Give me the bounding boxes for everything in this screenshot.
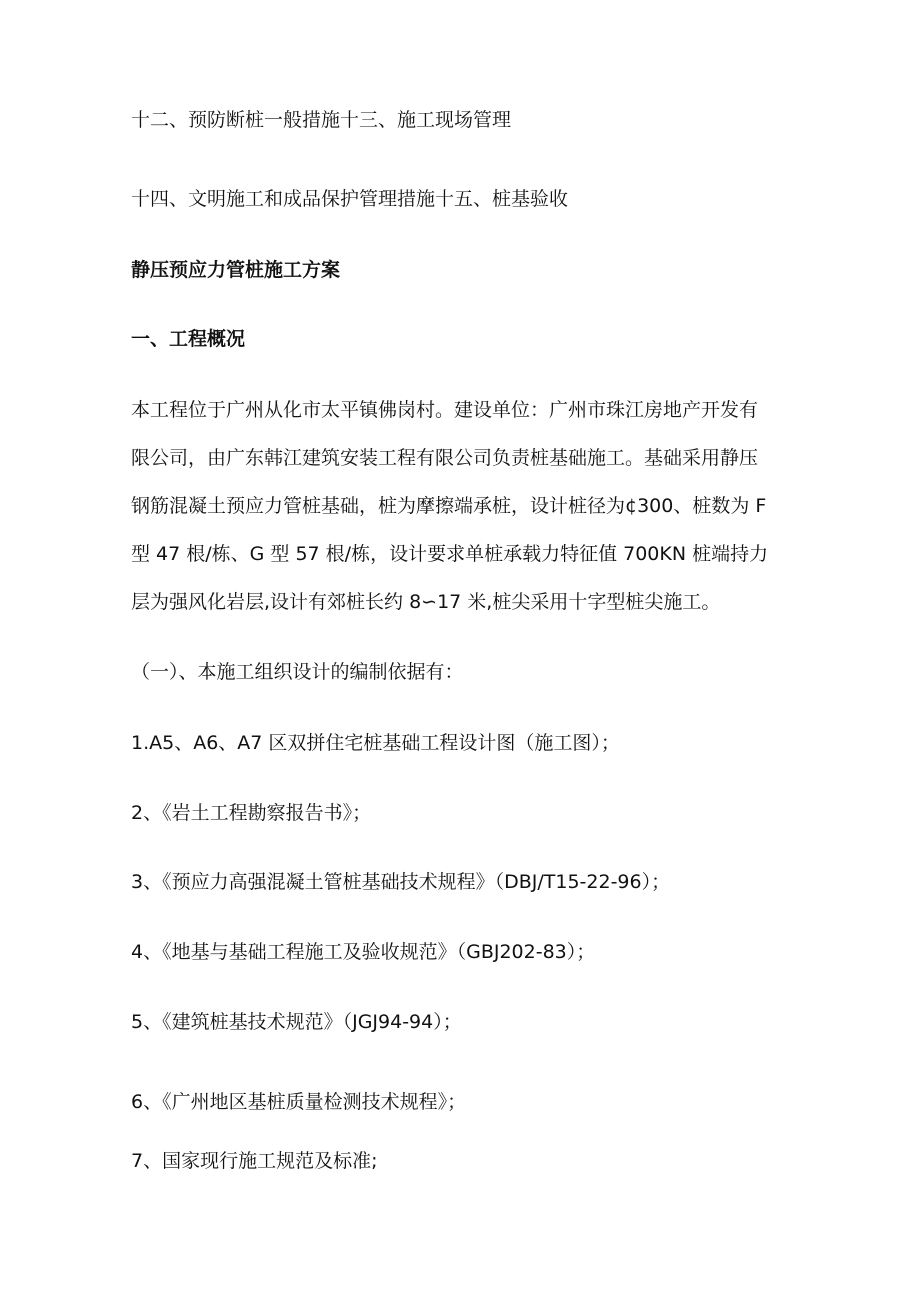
- section-1-heading: 一、工程概况: [131, 328, 246, 350]
- basis-item: 6、《广州地区基桩质量检测技术规程》；: [131, 1091, 467, 1113]
- basis-item: 1.A5、A6、A7 区双拼住宅桩基础工程设计图（施工图）；: [131, 732, 620, 754]
- overview-line: 钢筋混凝土预应力管桩基础，桩为摩擦端承桩，设计桩径为¢300、桩数为 F: [131, 495, 767, 517]
- overview-line: 型 47 根/栋、G 型 57 根/栋，设计要求单桩承载力特征值 700KN 桩端持力: [131, 543, 769, 565]
- toc-line-2: 十四、文明施工和成品保护管理措施十五、桩基验收: [131, 188, 569, 210]
- overview-paragraph: [131, 398, 791, 638]
- toc-line-1: 十二、预防断桩一般措施十三、施工现场管理: [131, 109, 512, 131]
- basis-item: 7、国家现行施工规范及标准;: [131, 1150, 378, 1172]
- basis-item: 2、《岩土工程勘察报告书》；: [131, 802, 372, 824]
- overview-line: 限公司，由广东韩江建筑安装工程有限公司负责桩基础施工。基础采用静压: [131, 447, 759, 469]
- overview-line: 本工程位于广州从化市太平镇佛岗村。建设单位：广州市珠江房地产开发有: [131, 399, 759, 421]
- basis-item: 4、《地基与基础工程施工及验收规范》（GBJ202-83）；: [131, 941, 596, 963]
- basis-heading: （一）、本施工组织设计的编制依据有：: [131, 661, 464, 683]
- basis-item: 3、《预应力高强混凝土管桩基础技术规程》（DBJ/T15-22-96）；: [131, 871, 671, 893]
- main-title: 静压预应力管桩施工方案: [131, 259, 341, 281]
- overview-line: 层为强风化岩层,设计有郊桩长约 8∽17 米,桩尖采用十字型桩尖施工。: [131, 591, 721, 613]
- basis-item: 5、《建筑桩基技术规范》（JGJ94-94）；: [131, 1011, 462, 1033]
